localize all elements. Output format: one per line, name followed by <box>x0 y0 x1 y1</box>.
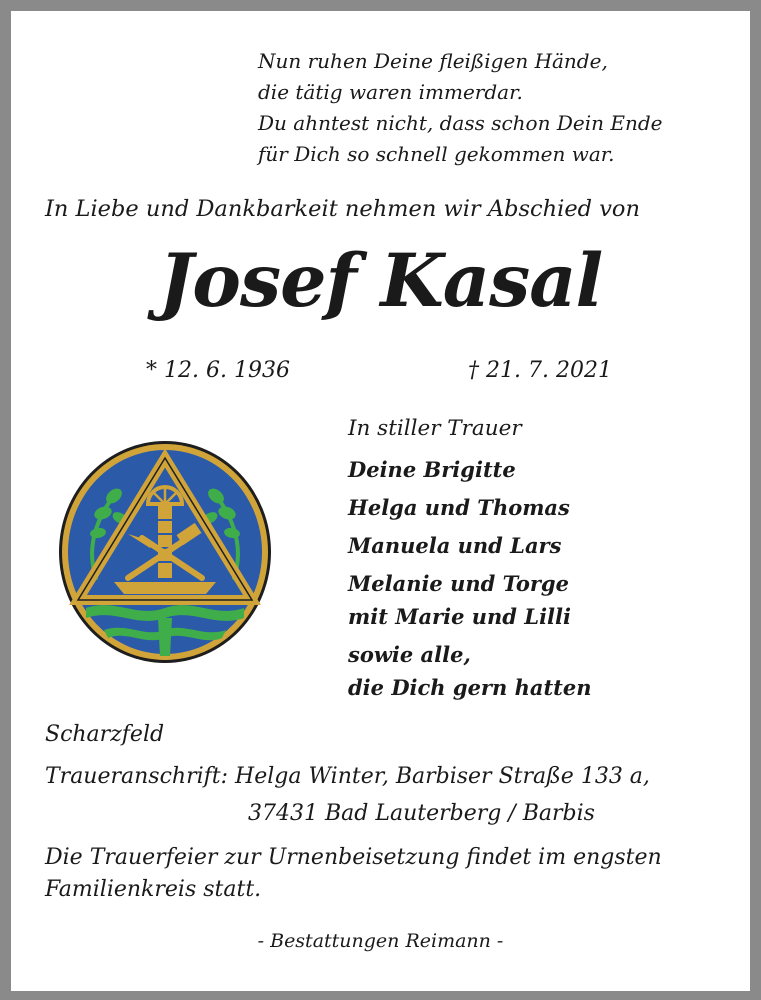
mourner-line: mit Marie und Lilli <box>348 604 571 629</box>
ceremony-notice <box>45 842 662 906</box>
poem <box>258 46 662 170</box>
death-date: † 21. 7. 2021 <box>468 358 612 383</box>
undertaker-credit: - Bestattungen Reimann - <box>257 930 504 952</box>
poem-line: Du ahntest nicht, dass schon Dein Ende <box>258 111 663 135</box>
mourning-label: In stiller Trauer <box>348 416 522 441</box>
ceremony-line: Die Trauerfeier zur Urnenbeisetzung findet im engsten <box>45 845 662 870</box>
mourning-address-line1: Traueranschrift: Helga Winter, Barbiser Straße 133 a, <box>45 764 650 789</box>
place: Scharzfeld <box>45 722 165 747</box>
deceased-name: Josef Kasal <box>158 238 603 324</box>
farewell-intro: In Liebe und Dankbarkeit nehmen wir Abschied von <box>45 196 640 222</box>
poem-line: Nun ruhen Deine fleißigen Hände, <box>258 49 608 73</box>
poem-line: die tätig waren immerdar. <box>258 80 523 104</box>
poem-line: für Dich so schnell gekommen war. <box>258 142 615 166</box>
mourner-line: Manuela und Lars <box>348 533 562 558</box>
ceremony-line: Familienkreis statt. <box>45 877 262 902</box>
mourner-line: Melanie und Torge <box>348 571 569 596</box>
mourners-list <box>348 455 591 711</box>
mourning-address-line2: 37431 Bad Lauterberg / Barbis <box>248 801 595 826</box>
mourner-line: Helga und Thomas <box>348 495 570 520</box>
mourner-line: sowie alle, <box>348 642 471 667</box>
birth-date: * 12. 6. 1936 <box>146 358 290 383</box>
mourner-line: die Dich gern hatten <box>348 675 592 700</box>
mourner-line: Deine Brigitte <box>348 457 516 482</box>
mining-guild-emblem-icon <box>56 438 274 666</box>
